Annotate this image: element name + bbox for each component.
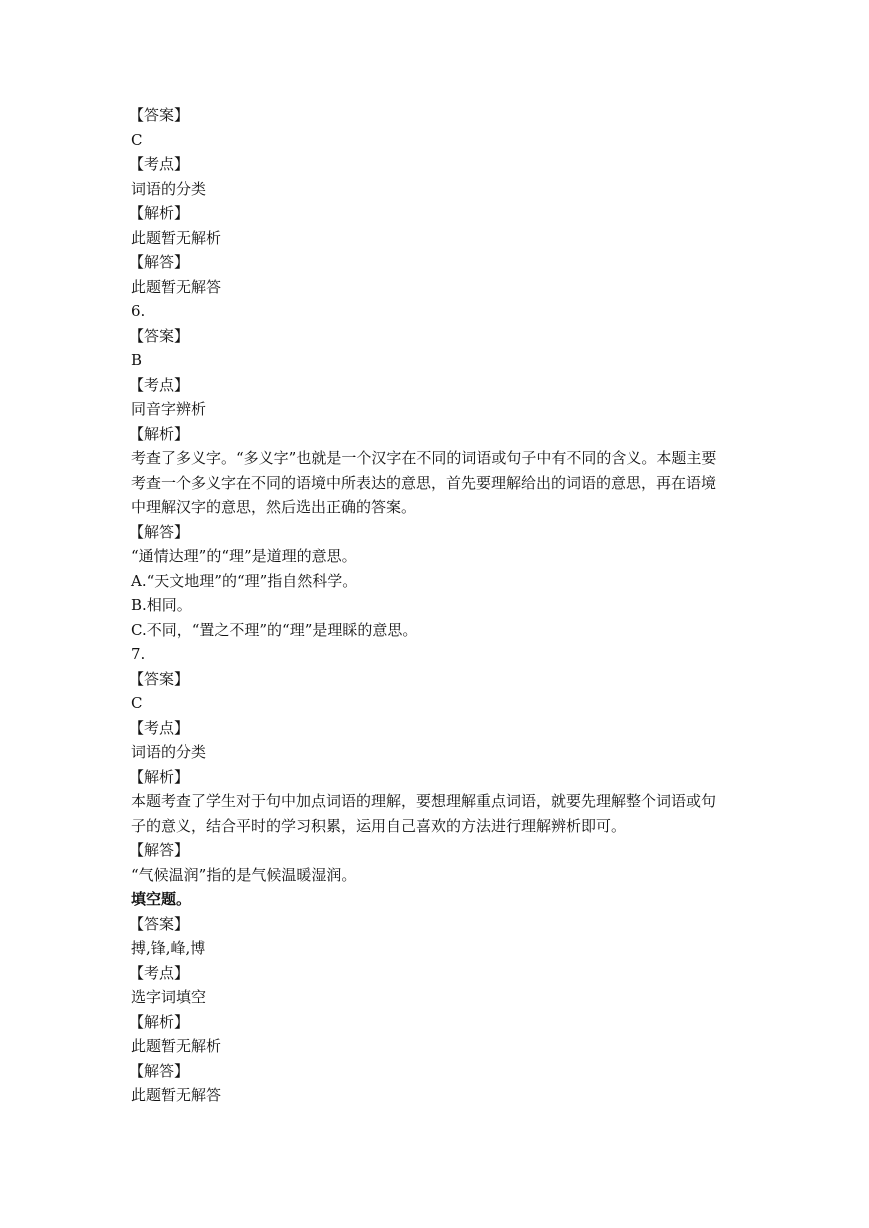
answer-text: C (131, 130, 143, 149)
analysis-paragraph (131, 789, 741, 838)
knowledge-text: 词语的分类 (131, 743, 207, 761)
answer-heading: 【答案】 (129, 914, 190, 933)
analysis-text: 此题暂无解析 (131, 1037, 222, 1055)
knowledge-text: 选字词填空 (131, 988, 207, 1006)
solution-heading: 【解答】 (129, 841, 190, 859)
paragraph-line: 考查了多义字。“多义字”也就是一个汉字在不同的词语或句子中有不同的含义。本题主要 (131, 449, 717, 467)
question-number: 7. (131, 645, 146, 663)
section-title: 填空题。 (131, 890, 192, 908)
paragraph-line: 本题考查了学生对于句中加点词语的理解，要想理解重点词语，就要先理解整个词语或句 (131, 792, 717, 810)
solution-text: 此题暂无解答 (131, 1086, 222, 1104)
answer-heading: 【答案】 (129, 326, 190, 345)
solution-heading: 【解答】 (129, 253, 190, 271)
knowledge-text: 同音字辨析 (131, 400, 207, 418)
solution-text: “气候温润”指的是气候温暖湿润。 (131, 865, 357, 884)
answer-text: B (131, 351, 143, 369)
analysis-heading: 【解析】 (129, 424, 190, 443)
solution-text: B.相同。 (131, 596, 192, 614)
document-page (131, 103, 741, 1108)
paragraph-line: 考查一个多义字在不同的语境中所表达的意思，首先要理解给出的词语的意思，再在语境 (131, 473, 717, 492)
analysis-heading: 【解析】 (129, 204, 190, 222)
answer-heading: 【答案】 (129, 106, 190, 124)
knowledge-heading: 【考点】 (129, 718, 190, 737)
knowledge-heading: 【考点】 (129, 375, 190, 394)
answer-text: C (131, 694, 143, 712)
analysis-heading: 【解析】 (129, 1012, 190, 1031)
analysis-heading: 【解析】 (129, 767, 190, 786)
solution-heading: 【解答】 (129, 522, 190, 541)
analysis-text: 此题暂无解析 (131, 228, 222, 247)
paragraph-line: 中理解汉字的意思，然后选出正确的答案。 (131, 498, 417, 516)
paragraph-line: 子的意义，结合平时的学习积累，运用自己喜欢的方法进行理解辨析即可。 (131, 816, 627, 835)
knowledge-heading: 【考点】 (129, 155, 190, 173)
knowledge-text: 词语的分类 (131, 179, 207, 198)
solution-text: 此题暂无解答 (131, 277, 222, 296)
answer-text: 搏,锋,峰,博 (131, 939, 206, 957)
analysis-paragraph (131, 446, 741, 520)
question-number: 6. (131, 302, 146, 320)
solution-text: A.“天文地理”的“理”指自然科学。 (131, 571, 358, 590)
answer-heading: 【答案】 (129, 669, 190, 688)
solution-text: “通情达理”的“理”是道理的意思。 (131, 547, 357, 565)
knowledge-heading: 【考点】 (129, 963, 190, 982)
solution-heading: 【解答】 (129, 1061, 190, 1080)
solution-text: C.不同，“置之不理”的“理”是理睬的意思。 (131, 620, 418, 639)
